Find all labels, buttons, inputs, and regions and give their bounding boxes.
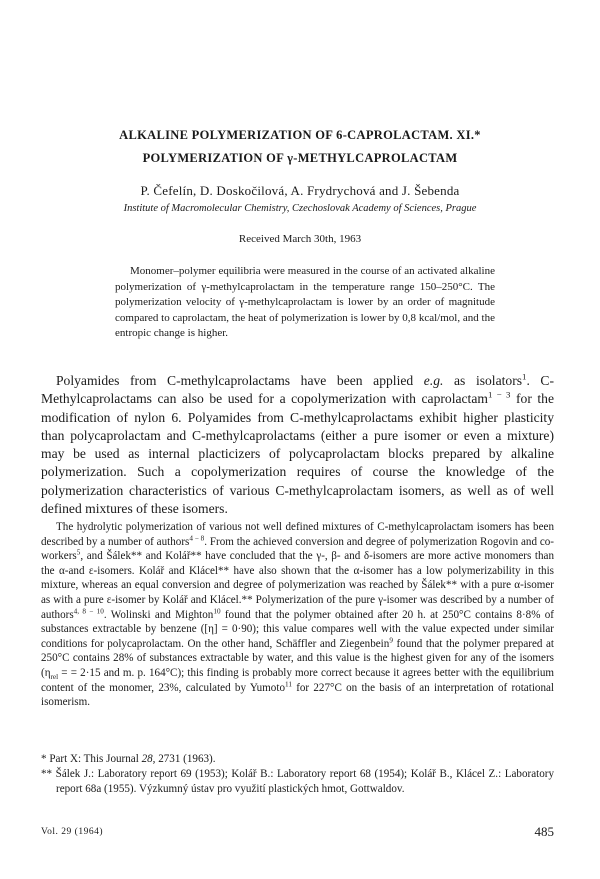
authors: P. Čefelín, D. Doskočilová, A. Frydrychová and J. Šebenda: [140, 183, 460, 198]
body-text-4: . Wolinski and Mighton: [103, 608, 214, 621]
volume-info: Vol. 29 (1964): [41, 827, 103, 837]
footnote-2: ** Šálek J.: Laboratory report 69 (1953); Kolář B.: Laboratory report 68 (1954); Kolář B., Klácel Z.: Laboratory report 68a (1955). Výzkumný ústav pro využití plastických hmot, Gottwaldov.: [41, 767, 554, 795]
body-text-7: = = 2·15 and m. p. 164°C); this finding is probably more correct because it agrees better with the equilibrium content of the monomer, 23%, calculated by Yumoto: [41, 666, 554, 694]
footnote-1: [41, 752, 554, 767]
intro-text-3: . C-Methylcaprolactams can also be used for a copolymerization with caprolactam: [41, 373, 555, 407]
intro-text-4: for the modification of nylon 6. Polyamides from C-methylcaprolactams exhibit higher plasticity than polycaprolactam and C-methylcaprolactams (either a pure isomer or even a mixture) may be used as internal placticizers of polycaprolactam blocks prepared by alkaline polymerization. Such a copolymerization requires of course the knowledge of the polymerization characteristics of various C-methylcaprolactam isomers, as well as of well defined mixtures of these isomers.: [41, 391, 554, 517]
footnotes: [41, 752, 554, 796]
body-text-8: for 227°C on the basis of an interpretation of rotational isomerism.: [41, 681, 554, 709]
footnote-1-volume: 28,: [141, 753, 156, 765]
body-text-3: , and Šálek** and Kolář** have concluded that the γ-, β- and δ-isomers are more active monomers than the α-and ε-isomers. Kolář and Klácel** have also shown that the α-isomer has a low polymerizability in this mixture, whereas an equal conversion and degree of polymerization was reached by Šálek** with a pure α-isomer as with a pure ε-isomer by Kolář and Klácel.** Polymerization of the pure γ-isomer was described by a number of authors: [41, 550, 554, 621]
abstract-text: Monomer–polymer equilibria were measured in the course of an activated alkaline polymerization of γ-methylcaprolactam in the temperature range 150–250°C. The polymerization velocity of γ-methylcaprolactam is lower by an order of magnitude compared to caprolactam, the heat of polymerization is lower by 0,8 kcal/mol, and the entropic change is higher.: [115, 265, 495, 339]
intro-paragraph: [41, 372, 554, 518]
body-text: [41, 520, 554, 710]
body-text-5: found that the polymer obtained after 20 h. at 250°C contains 8·8% of substances extractable by benzene ([η] = 0·90); this value compares well with the value expected under similar conditions for polycaprolactam. On the other hand, Schäffler and Ziegenbein: [41, 608, 554, 650]
intro-ref-1: 1: [522, 371, 527, 382]
intro-ref-2: 1 − 3: [487, 389, 511, 400]
institute: Institute of Macromolecular Chemistry, Czechoslovak Academy of Sciences, Prague: [123, 203, 477, 214]
body-paragraph: [41, 520, 554, 710]
introduction: [41, 372, 554, 518]
body-ref-1: 4 − 8: [189, 533, 205, 542]
body-ref-3: 4, 8 − 10: [73, 606, 104, 615]
body-text-2: . From the achieved conversion and degree of polymerization Rogovin and co-workers: [41, 535, 554, 563]
body-ref-5: 9: [389, 636, 393, 645]
intro-eg: e.g.: [423, 373, 444, 388]
body-ref-6: 11: [285, 679, 292, 688]
footnote-1-text-a: * Part X: This Journal: [41, 753, 142, 765]
intro-text-1: Polyamides from C-methylcaprolactams have been applied: [56, 373, 424, 388]
abstract: [115, 264, 495, 342]
footnote-1-text-c: 2731 (1963).: [155, 753, 216, 765]
body-ref-4: 10: [213, 606, 221, 615]
title-line-1: ALKALINE POLYMERIZATION OF 6-CAPROLACTAM. XI.*: [119, 128, 481, 142]
body-text-1: The hydrolytic polymerization of various not well defined mixtures of C-methylcaprolactam isomers has been described by a number of authors: [41, 521, 554, 548]
body-text-6: found that the polymer prepared at 250°C contains 28% of substances extractable by water, and this value is the highest given for any of the isomers (η: [41, 637, 554, 679]
intro-text-2: as isolators: [443, 373, 523, 388]
body-ref-2: 5: [76, 548, 81, 557]
body-subscript-rel: rel: [50, 673, 59, 682]
received-date: Received March 30th, 1963: [238, 233, 362, 245]
title-line-2: POLYMERIZATION OF γ-METHYLCAPROLACTAM: [142, 151, 458, 165]
page-number: 485: [534, 824, 554, 839]
